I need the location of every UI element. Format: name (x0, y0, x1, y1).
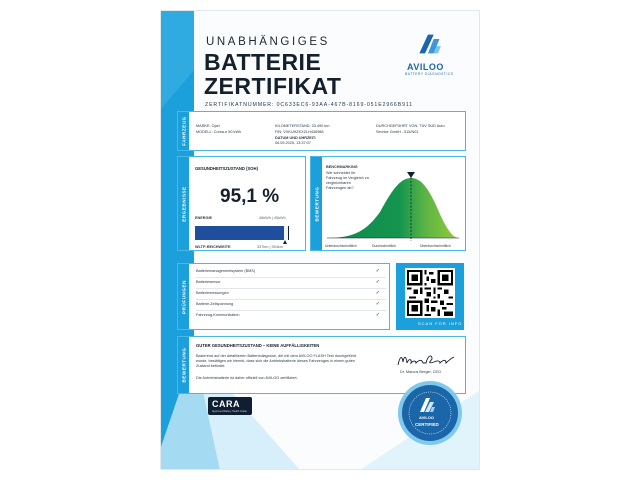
axis-high-label: Überdurchschnittlich (420, 244, 451, 248)
check-icon: ✓ (375, 268, 380, 274)
check-row (196, 279, 386, 289)
benchmark-text-3: vergleichbaren (326, 181, 351, 185)
range-values: 337km | 354km (257, 245, 283, 249)
soh-value: 95,1 % (220, 186, 280, 207)
seal-certified-label: CERTIFIED (415, 422, 439, 427)
logo-tagline: BATTERY DIAGNOSTICS (405, 72, 454, 76)
vehicle-odometer: KILOMETERSTAND: 33.490 km (275, 124, 330, 128)
assessment-tab: BEWERTUNG (178, 337, 189, 393)
qr-code-icon[interactable] (407, 270, 453, 316)
check-icon: ✓ (375, 301, 380, 307)
seal-brand: AVILOO (419, 415, 435, 420)
soh-label: GESUNDHEITSZUSTAND (SOH) (195, 166, 258, 171)
check-item-label: Batteriesensor (196, 280, 221, 284)
vehicle-performed-by-value: Service GmbH - 515/N01 (376, 130, 419, 134)
axis-mid-label: Durchschnittlich (372, 244, 396, 248)
range-label: WLTP-REICHWEITE (195, 245, 231, 249)
assessment-paragraph-line: wurde, bestätigen wir hiermit, dass sich die Antriebsbatterie dieses Fahrzeuges in einem guten (196, 359, 355, 363)
checks-tab: PRÜFUNGEN (178, 264, 189, 329)
benchmark-text-4: Fahrzeugen ab? (326, 186, 354, 190)
check-icon: ✓ (375, 290, 380, 296)
check-icon: ✓ (375, 312, 380, 318)
benchmark-title: BENCHMARKING (326, 165, 358, 169)
logo-wordmark: AVILOO (407, 62, 444, 72)
range-marker (283, 240, 287, 244)
benchmark-curve (325, 170, 460, 242)
vehicle-performed-by-label: DURCHGEFÜHRT VON: TÜV SÜD Auto (376, 124, 445, 128)
check-row (196, 268, 386, 278)
energy-label: ENERGIE (195, 216, 213, 220)
check-row (196, 301, 386, 311)
energy-bar-fill (195, 226, 284, 240)
certificate-title-line1: BATTERIE (204, 49, 322, 75)
certificate-page (160, 10, 480, 470)
benchmark-tab: BEWERTUNG (311, 157, 322, 250)
check-item-label: Batterie-Zellspannung (196, 302, 234, 306)
certificate-kicker: UNABHÄNGIGES (206, 36, 330, 48)
check-item-label: Batteriemessungen (196, 291, 229, 295)
check-item-label: Fahrzeug-Kommunikation (196, 313, 240, 317)
scan-label: SCAN FOR INFO (418, 321, 463, 326)
vehicle-datetime: 06.09.2025, 13:37:07 (275, 141, 311, 145)
certificate-number: ZERTIFIKATNUMMER: 0C633EC6-93AA-467B-8169-051E2966B911 (205, 102, 414, 108)
cara-tagline: Approved Battery Health Grade (212, 410, 247, 413)
assessment-paragraph-line: Zustand befindet. (196, 364, 226, 368)
aviloo-logo-icon (415, 28, 451, 60)
check-row (196, 290, 386, 300)
axis-low-label: Unterdurchschnittlich (325, 244, 357, 248)
energy-values: 46kWh | 45kWh (259, 216, 286, 220)
vehicle-datetime-label: DATUM UND UHRZEIT: (275, 136, 317, 140)
assessment-paragraph-line: Basierend auf der detaillierten Batteriediagnose, die mit dem AVILOO FLASH Test durchgeführt (196, 354, 357, 358)
vehicle-vin: FIN: VXKUHZKXZLH436988 (275, 130, 324, 134)
benchmark-text-2: Fahrzeug im Vergleich zu (326, 176, 369, 180)
assessment-certified-line: Die Antriebsbatterie ist daher offiziell von AVILOO zertifiziert. (196, 376, 298, 380)
benchmark-text-1: Wie schneidet Ihr (326, 171, 356, 175)
vehicle-make: MARKE: Opel (196, 124, 220, 128)
certificate-title-line2: ZERTIFIKAT (204, 73, 342, 99)
assessment-headline: GUTER GESUNDHEITSZUSTAND – KEINE AUFFÄLLIGKEITEN (196, 343, 320, 348)
check-row (196, 312, 386, 321)
results-tab: ERGEBNISSE (178, 157, 189, 250)
cara-badge (208, 397, 252, 415)
vehicle-model: MODELL: Corsa-e 50 kWh (196, 130, 242, 134)
check-icon: ✓ (375, 279, 380, 285)
check-item-label: Batteriemanagementsystem (BMS) (196, 269, 256, 273)
vehicle-tab: FAHRZEUG (178, 112, 189, 150)
signer-name: Dr. Marcus Berger, CEO (400, 370, 441, 374)
signature (396, 352, 456, 368)
cara-name: CARA (212, 399, 240, 409)
certified-seal-icon (397, 380, 463, 446)
